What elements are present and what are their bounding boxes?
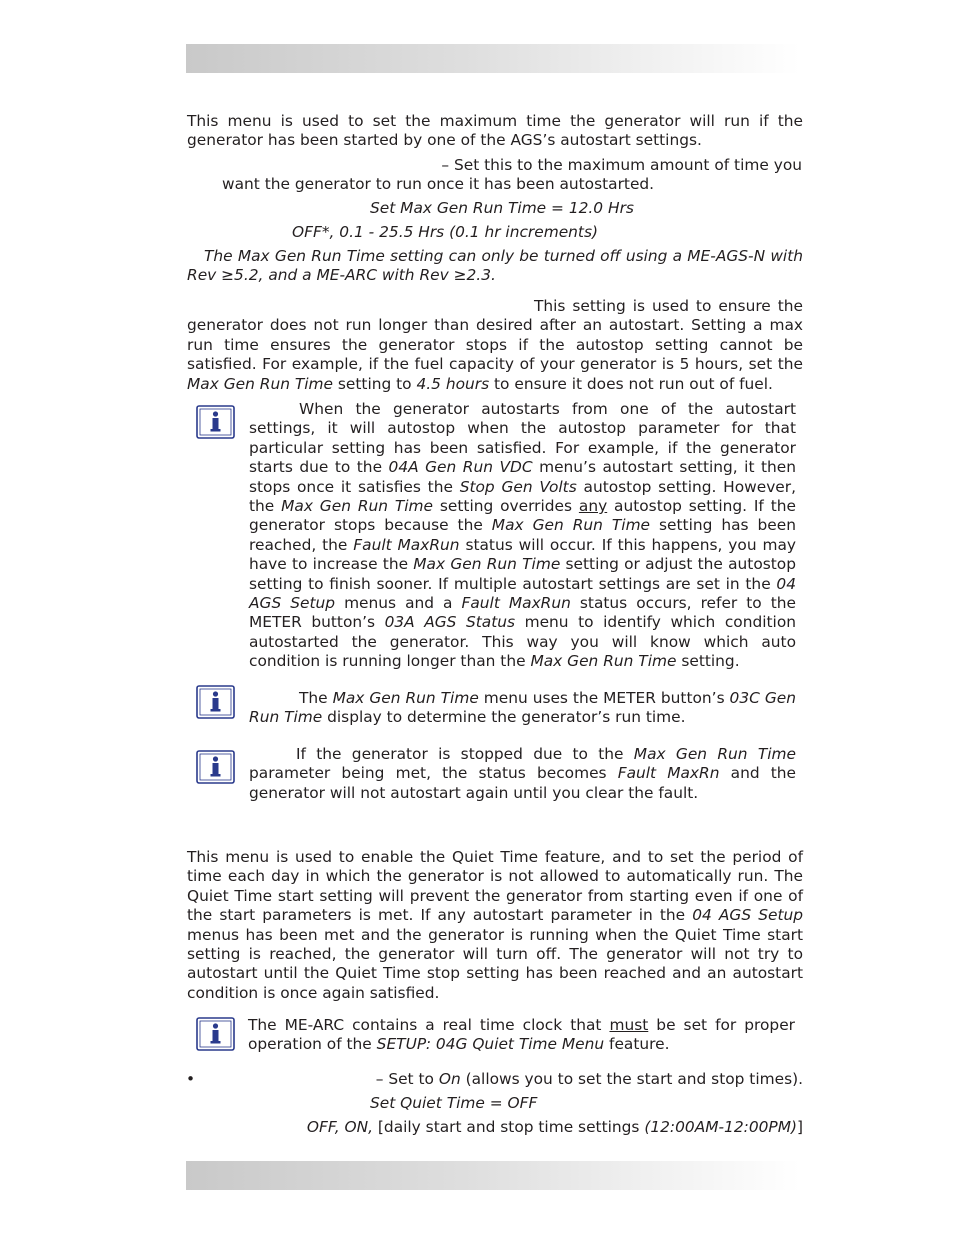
info-note-autostop: When the generator autostarts from one of the autostart settings, it will autostop when the autostop parameter for that particular setting has been satisfied. For example, if the generator starts due to the 04A Gen Run VDC menu’s autostart setting, it then stops once it satisfies the Stop Gen Volts autostop setting. However, the Max Gen Run Time setting overrides any autostop setting. If the generator stops because the Max Gen Run Time setting has been reached, the Fault MaxRun status will occur. If this happens, you may have to increase the Max Gen Run Time setting or adjust the autostop setting to finish sooner. If multiple autostart settings are set in the 04 AGS Setup menus and a Fault MaxRun status occurs, refer to the METER button’s 03A AGS Status menu to identify which condition autostarted the generator. This way you will know which auto condition is running longer than the Max Gen Run Time setting.: [249, 400, 796, 671]
maxrun-star-note: The Max Gen Run Time setting can only be turned off using a ME-AGS-N with Rev ≥5.2, and a ME-ARC with Rev ≥2.3.: [187, 247, 803, 285]
info-note-meter: The Max Gen Run Time menu uses the METER button’s 03C Gen Run Time display to determine the generator’s run time.: [249, 689, 796, 727]
quiet-default: Set Quiet Time = OFF: [370, 1094, 538, 1112]
info-note-fault: If the generator is stopped due to the Max Gen Run Time parameter being met, the status becomes Fault MaxRn and the generator will not autostart again until you clear the fault.: [249, 745, 796, 802]
info-icon: [195, 404, 236, 440]
maxrun-why: This setting is used to ensure the generator does not run longer than desired after an autostart. Setting a max run time ensures the generator stops if the autostop setting cannot be satisfied. For example, if the fuel capacity of your generator is 5 hours, set the Max Gen Run Time setting to 4.5 hours to ensure it does not run out of fuel.: [187, 297, 803, 393]
info-icon: [195, 684, 236, 720]
maxrun-setting-line1: – Set this to the maximum amount of time you: [441, 156, 802, 174]
quiet-intro: This menu is used to enable the Quiet Time feature, and to set the period of time each day in which the generator is not allowed to automatically run. The Quiet Time start setting will prevent the generator from starting even if one of the start parameters is met. If any autostart parameter in the 04 AGS Setup menus has been met and the generator is running when the Quiet Time start setting is reached, the generator will turn off. The generator will not try to autostart until the Quiet Time stop setting has been reached and an autostart condition is once again satisfied.: [187, 848, 804, 1002]
maxrun-setting-line2: want the generator to run once it has been autostarted.: [222, 175, 655, 193]
bullet: •: [186, 1070, 196, 1088]
maxrun-intro: This menu is used to set the maximum time the generator will run if the generator has been started by one of the AGS’s autostart settings.: [187, 112, 803, 150]
info-icon: [195, 1016, 236, 1052]
footer-bar: [186, 1161, 800, 1190]
maxrun-default: Set Max Gen Run Time = 12.0 Hrs: [370, 199, 634, 217]
quiet-range: OFF, ON, [daily start and stop time settings (12:00AM-12:00PM)]: [306, 1118, 803, 1136]
info-note-clock: The ME-ARC contains a real time clock that must be set for proper operation of the SETUP: 04G Quiet Time Menu feature.: [248, 1016, 796, 1054]
quiet-setting: – Set to On (allows you to set the start and stop times).: [375, 1070, 803, 1088]
info-icon: [195, 749, 236, 785]
maxrun-range: OFF*, 0.1 - 25.5 Hrs (0.1 hr increments): [292, 223, 598, 241]
header-bar: [186, 44, 800, 73]
